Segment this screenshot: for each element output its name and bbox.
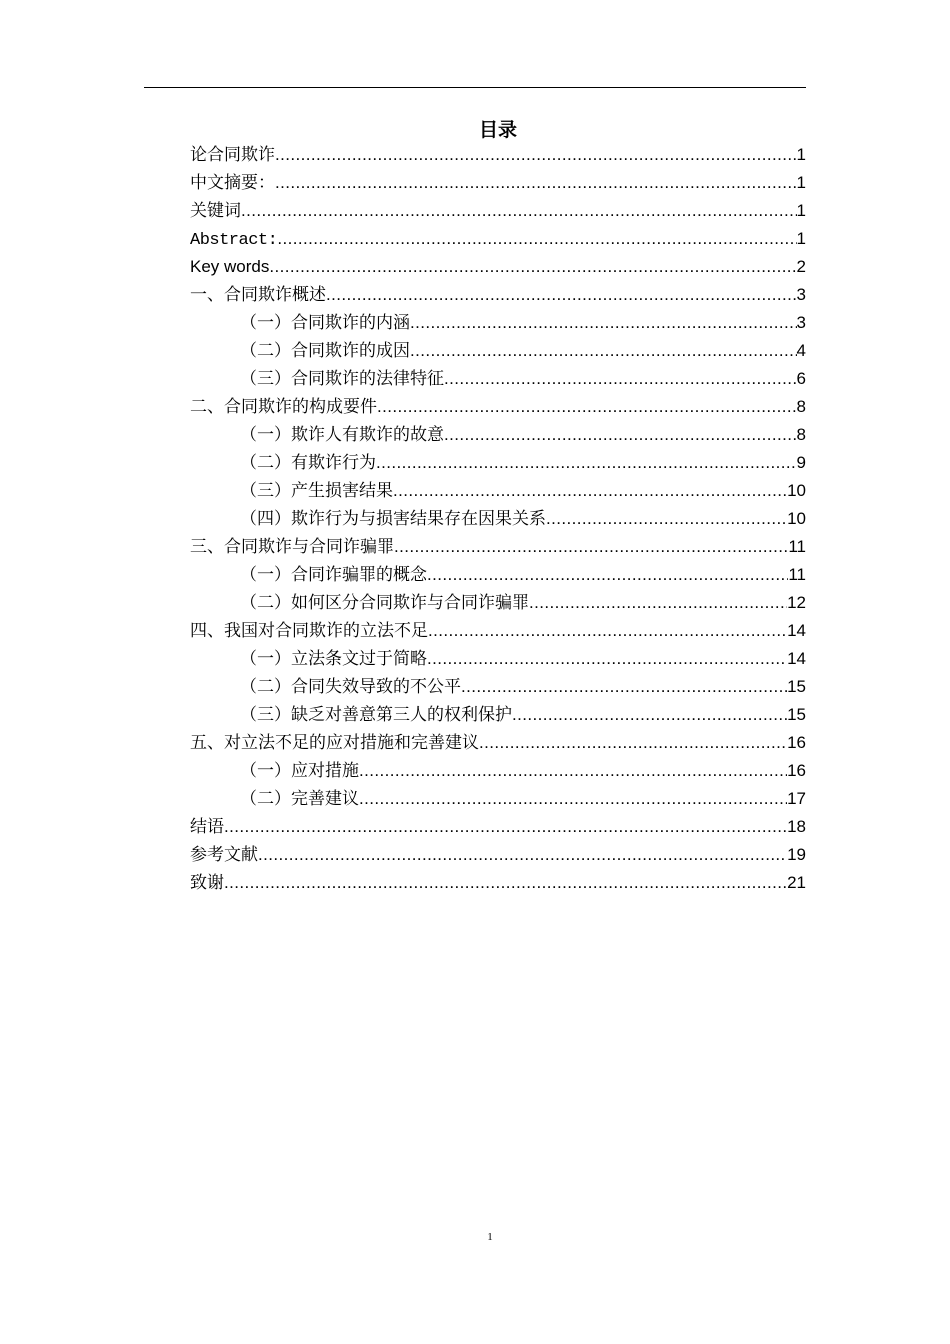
toc-entry-label: 致谢 [190,873,224,893]
dot-leader [427,561,788,589]
toc-entry-page-number: 16 [787,733,806,752]
toc-entry[interactable] [190,617,806,645]
dot-leader [427,645,787,673]
dot-leader [241,197,797,225]
toc-entry-label: （一）合同诈骗罪的概念 [240,565,427,585]
toc-entry[interactable] [190,365,806,393]
toc-entry-label: 一、合同欺诈概述 [190,285,326,305]
toc-entry[interactable] [190,393,806,421]
dot-leader [258,841,787,869]
dot-leader [461,673,787,701]
toc-entry-page-number: 9 [796,453,806,472]
toc-entry-page-number: 4 [796,341,806,360]
toc-entry-label: （一）应对措施 [240,761,359,781]
toc-entry-page-number: 3 [796,313,806,332]
toc-entry-label: 关键词 [190,201,241,221]
dot-leader [529,589,787,617]
toc-entry[interactable] [190,533,806,561]
dot-leader [428,617,787,645]
toc-entry-label: （二）如何区分合同欺诈与合同诈骗罪 [240,593,529,613]
toc-entry-page-number: 15 [787,705,806,724]
toc-entry-label: 四、我国对合同欺诈的立法不足 [190,621,428,641]
toc-entry-label: （二）完善建议 [240,789,359,809]
dot-leader [512,701,787,729]
toc-entry-page-number: 1 [796,145,806,164]
toc-entry-label: 中文摘要： [190,173,275,193]
dot-leader [393,477,787,505]
toc-entry-label: 论合同欺诈 [190,145,275,165]
toc-entry-page-number: 14 [787,649,806,668]
dot-leader [275,141,797,169]
dot-leader [269,253,796,281]
dot-leader [359,785,787,813]
toc-entry-label: 二、合同欺诈的构成要件 [190,397,377,417]
dot-leader [224,813,787,841]
toc-entry[interactable] [190,281,806,309]
toc-entry-label: （一）合同欺诈的内涵 [240,313,410,333]
toc-entry-page-number: 11 [788,565,806,584]
dot-leader [224,869,787,897]
toc-entry[interactable] [190,169,806,197]
toc-entry-page-number: 6 [796,369,806,388]
toc-entry[interactable] [190,225,806,253]
dot-leader [277,225,796,253]
toc-entry-label: 结语 [190,817,224,837]
toc-entry[interactable] [190,253,806,281]
toc-entry[interactable] [190,813,806,841]
dot-leader [359,757,787,785]
toc-entry-page-number: 17 [787,789,806,808]
toc-entry[interactable] [190,673,806,701]
toc-entry-label: Key words [190,257,270,276]
toc-entry[interactable] [190,505,806,533]
toc-entry-page-number: 3 [796,285,806,304]
toc-entry-page-number: 10 [787,481,806,500]
toc-entry-page-number: 18 [787,817,806,836]
toc-entry[interactable] [190,757,806,785]
toc-entry-page-number: 1 [796,173,806,192]
toc-entry-label: （四）欺诈行为与损害结果存在因果关系 [240,509,546,529]
toc-entry[interactable] [190,589,806,617]
page-number: 1 [487,1231,493,1243]
dot-leader [479,729,787,757]
toc-entry-label: （二）合同欺诈的成因 [240,341,410,361]
toc-entry-label: 三、合同欺诈与合同诈骗罪 [190,537,394,557]
toc-entry[interactable] [190,785,806,813]
toc-entry[interactable] [190,337,806,365]
toc-entry-label: Abstract: [190,231,278,250]
toc-entry-label: （三）合同欺诈的法律特征 [240,369,444,389]
toc-entry-label: （三）产生损害结果 [240,481,393,501]
dot-leader [410,309,797,337]
toc-entry[interactable] [190,869,806,897]
toc-entry-page-number: 1 [796,229,806,248]
toc-entry-page-number: 8 [796,397,806,416]
dot-leader [444,365,797,393]
toc-entry-page-number: 2 [796,257,806,276]
toc-entry-label: 参考文献 [190,845,258,865]
dot-leader [376,449,797,477]
toc-entry[interactable] [190,197,806,225]
header-rule [144,87,806,88]
toc-title: 目录 [478,119,517,141]
toc-entry[interactable] [190,309,806,337]
dot-leader [394,533,788,561]
toc-entry-page-number: 14 [787,621,806,640]
toc-entry-label: （一）立法条文过于简略 [240,649,427,669]
toc-entry-page-number: 21 [787,873,806,892]
toc-entry-label: （三）缺乏对善意第三人的权利保护 [240,705,512,725]
toc-entry-label: （二）合同失效导致的不公平 [240,677,461,697]
toc-entry-page-number: 11 [788,537,806,556]
dot-leader [326,281,797,309]
toc-entry-page-number: 1 [796,201,806,220]
dot-leader [444,421,797,449]
toc-entry[interactable] [190,729,806,757]
toc-entry-page-number: 8 [796,425,806,444]
toc-entry[interactable] [190,701,806,729]
toc-entry-page-number: 12 [787,593,806,612]
toc-entry-page-number: 10 [787,509,806,528]
dot-leader [377,393,797,421]
toc-entry[interactable] [190,141,806,169]
toc-entry[interactable] [190,449,806,477]
dot-leader [410,337,797,365]
toc-entry[interactable] [190,477,806,505]
toc-entry[interactable] [190,421,806,449]
dot-leader [275,169,797,197]
toc-entry-label: 五、对立法不足的应对措施和完善建议 [190,733,479,753]
toc-entry-page-number: 19 [787,845,806,864]
toc-entry-page-number: 16 [787,761,806,780]
table-of-contents [190,141,806,897]
dot-leader [546,505,787,533]
toc-entry-label: （二）有欺诈行为 [240,453,376,473]
toc-entry[interactable] [190,645,806,673]
toc-entry-page-number: 15 [787,677,806,696]
toc-entry[interactable] [190,561,806,589]
toc-entry[interactable] [190,841,806,869]
toc-entry-label: （一）欺诈人有欺诈的故意 [240,425,444,445]
